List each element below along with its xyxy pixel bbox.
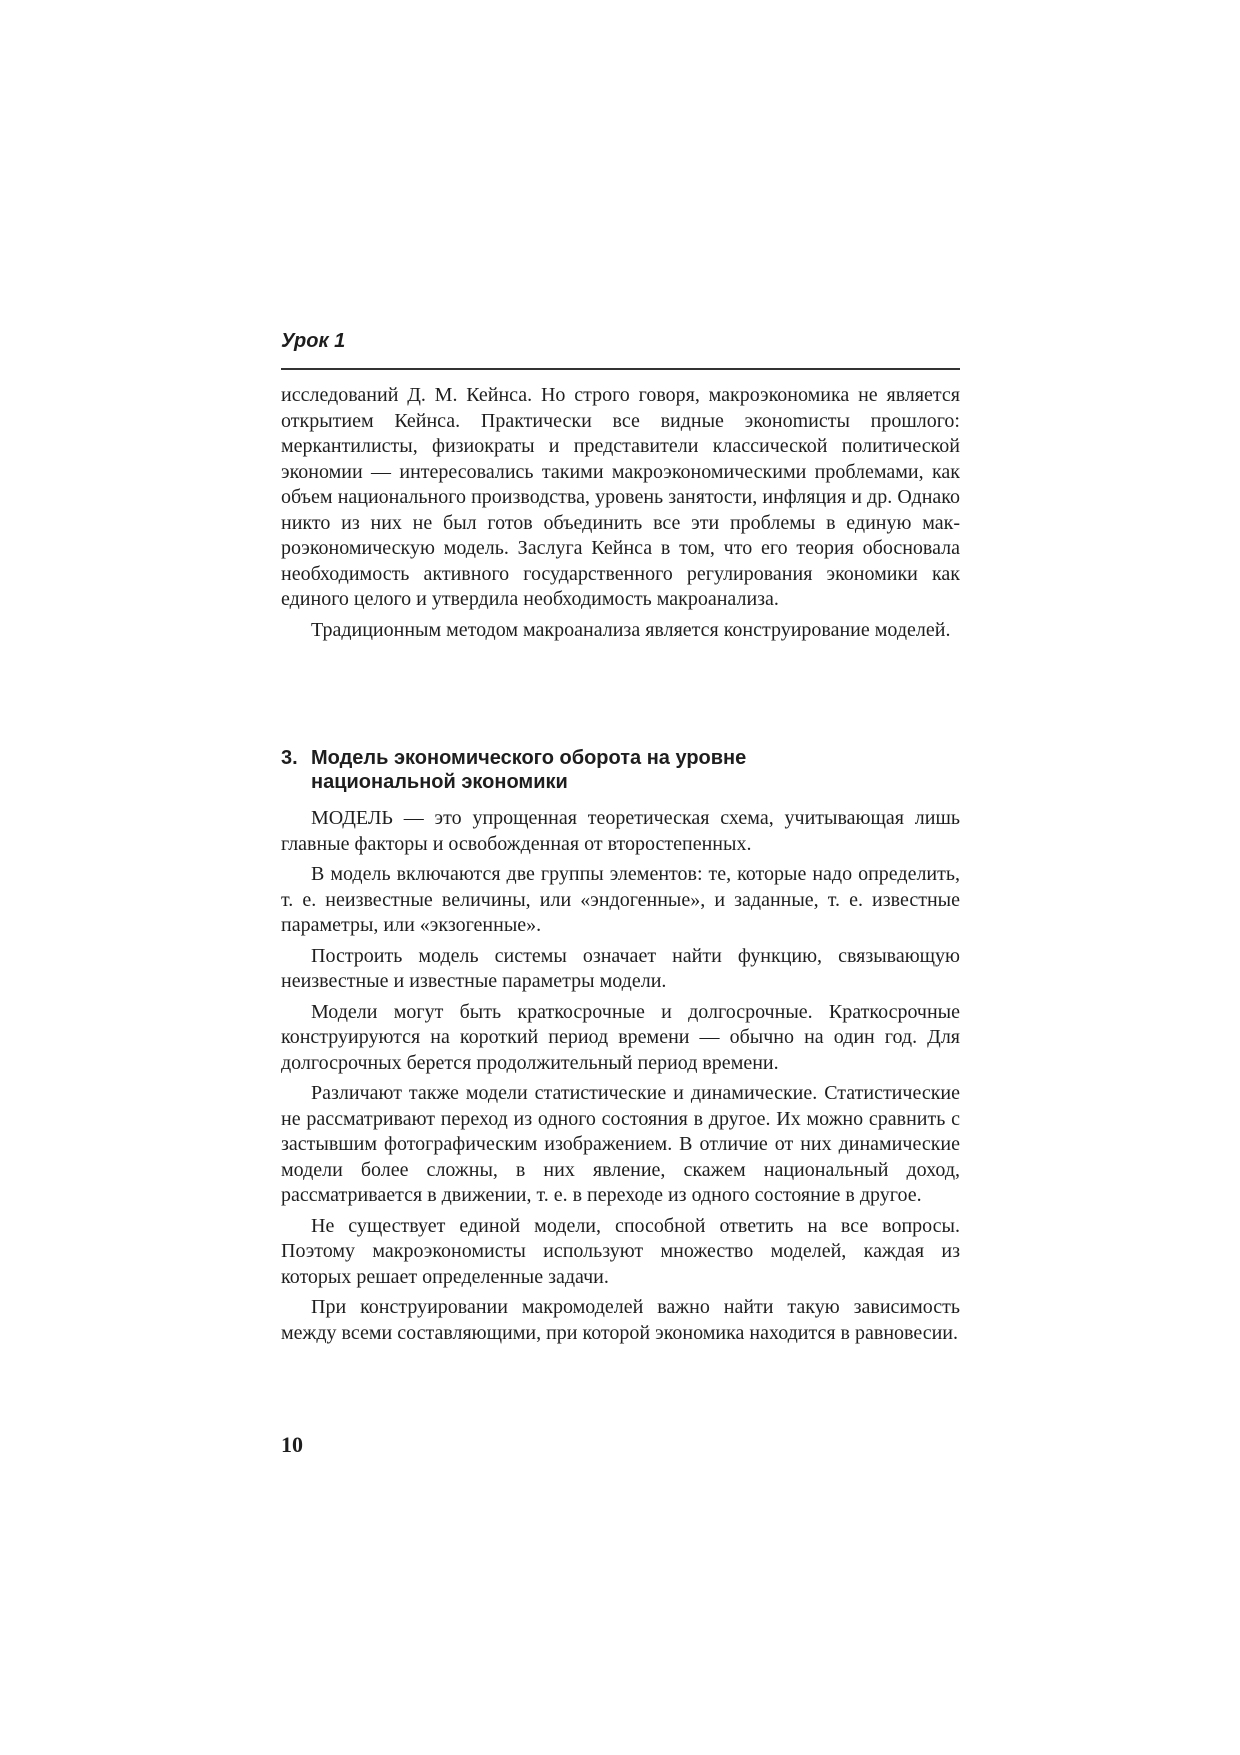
section-paragraph-1: МОДЕЛЬ — это упрощенная теоретическая схема, учитывающая лишь главные факторы и освобожденная от второстепенных.: [281, 807, 960, 855]
section-body: [281, 806, 960, 1351]
section-number: 3.: [281, 747, 298, 769]
section-paragraph-5: Различают также модели статистические и динамические. Статистические не рассматривают переход из одного состояния в другое. Их можно сравнить с застывшим фотографическим изображением. В отличие от них динамические модели более сложны, в них явление, скажем национальный доход, рассматривается в движении, т. е. в переходе из одного состояние в другое.: [281, 1082, 960, 1206]
header-rule: [281, 368, 960, 370]
running-head: Урок 1: [281, 330, 346, 352]
section-heading: [281, 746, 960, 794]
section-title-line-2: национальной экономики: [311, 771, 568, 793]
section-paragraph-7: При конструировании макромоделей важно найти такую зависимость между всеми составляющими, при которой экономика находится в равновесии.: [281, 1296, 960, 1344]
section-paragraph-4: Модели могут быть краткосрочные и долгосрочные. Краткосрочные конструируются на короткий период времени — обычно на один год. Для долгосрочных берется продолжительный период времени.: [281, 1000, 960, 1074]
intro-paragraph-1: исследований Д. М. Кейнса. Но строго говоря, макроэкономика не является открытием Кейнса. Практически все видные эконоmисты прошлого: меркантилисты, физиократы и представители классической политической экономии — интересовались такими макроэкономическими проблемами, как объем национального производства, уровень занятости, инфляция и др. Однако никто из них не был готов объединить все эти проблемы в единую макроэкономическую модель. Заслуга Кейнса в том, что его теория обосновала необходимость активного государственного регулирования экономики как единого целого и утвердила необходимость макроанализа.: [281, 384, 960, 610]
section-paragraph-3: Построить модель системы означает найти функцию, связывающую неизвестные и известные параметры модели.: [281, 944, 960, 992]
section-title-line-1: Модель экономического оборота на уровне: [311, 747, 747, 769]
section-paragraph-6: Не существует единой модели, способной ответить на все вопросы. Поэтому макроэкономисты используют множество моделей, каждая из которых решает определенные задачи.: [281, 1214, 960, 1288]
section-paragraph-2: В модель включаются две группы элементов: те, которые надо определить, т. е. неизвестные величины, или «эндогенные», и заданные, т. е. известные параметры, или «экзогенные».: [281, 863, 960, 936]
intro-text: [281, 383, 960, 648]
page-number: 10: [281, 1432, 303, 1457]
intro-paragraph-2: Традиционным методом макроанализа является конструирование моделей.: [311, 618, 951, 641]
